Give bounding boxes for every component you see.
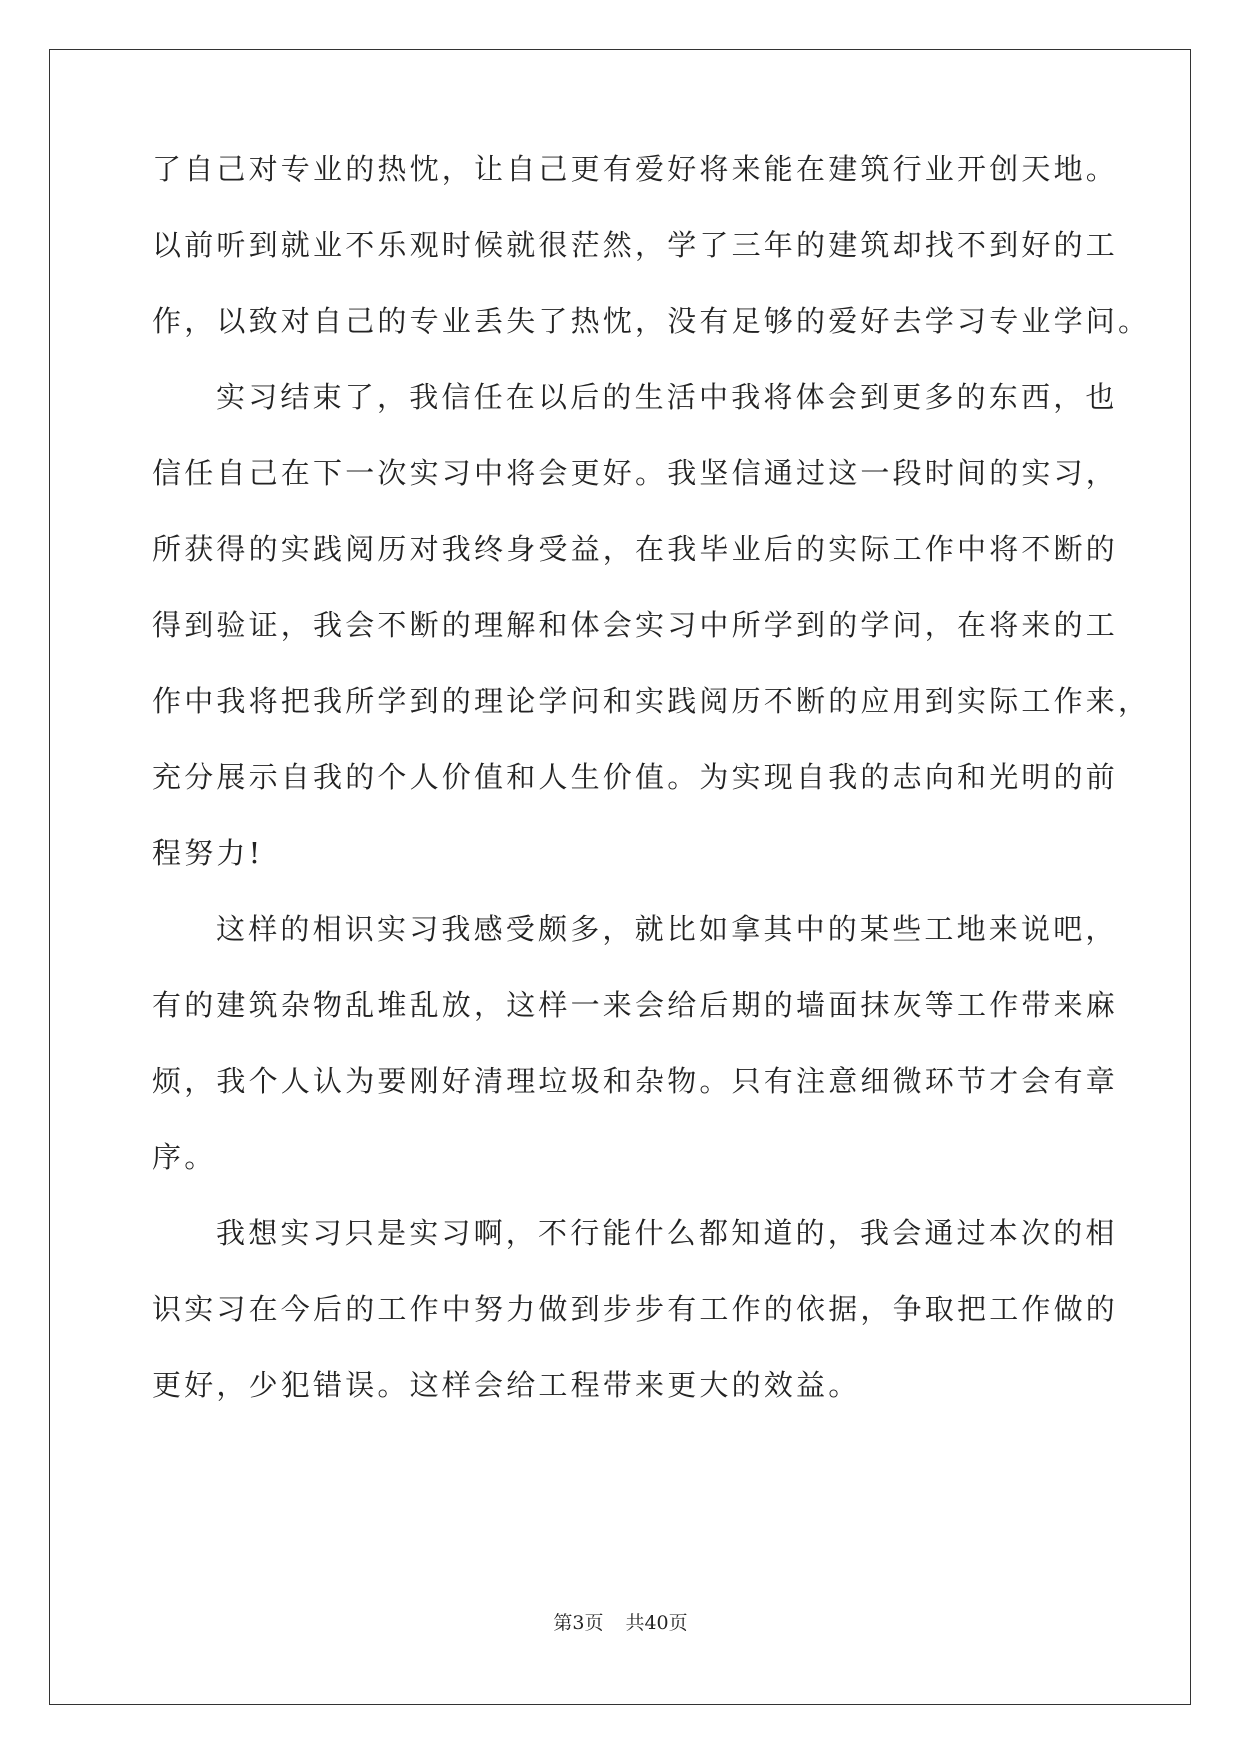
page-total: 共40页 xyxy=(625,1612,688,1634)
text-line: 信任自己在下一次实习中将会更好。我坚信通过这一段时间的实习， xyxy=(152,456,1119,490)
text-line: 这样的相识实习我感受颇多，就比如拿其中的某些工地来说吧， xyxy=(216,912,1118,946)
text-line: 了自己对专业的热忱，让自己更有爱好将来能在建筑行业开创天地。 xyxy=(152,152,1119,186)
page-number: 第3页 xyxy=(553,1612,604,1634)
text-line: 我想实习只是实习啊，不行能什么都知道的，我会通过本次的相 xyxy=(216,1216,1118,1250)
text-line: 作中我将把我所学到的理论学问和实践阅历不断的应用到实际工作来， xyxy=(152,684,1151,718)
text-line: 所获得的实践阅历对我终身受益，在我毕业后的实际工作中将不断的 xyxy=(152,532,1119,566)
text-line: 以前听到就业不乐观时候就很茫然，学了三年的建筑却找不到好的工 xyxy=(152,228,1119,262)
page-footer xyxy=(0,1608,1241,1635)
text-line: 识实习在今后的工作中努力做到步步有工作的依据，争取把工作做的 xyxy=(152,1292,1119,1326)
text-line: 充分展示自我的个人价值和人生价值。为实现自我的志向和光明的前 xyxy=(152,760,1119,794)
text-line: 有的建筑杂物乱堆乱放，这样一来会给后期的墙面抹灰等工作带来麻 xyxy=(152,988,1119,1022)
page-border xyxy=(49,49,1191,1705)
text-line: 更好，少犯错误。这样会给工程带来更大的效益。 xyxy=(152,1368,861,1402)
text-line: 序。 xyxy=(152,1140,217,1174)
text-line: 实习结束了，我信任在以后的生活中我将体会到更多的东西，也 xyxy=(216,380,1118,414)
text-line: 烦，我个人认为要刚好清理垃圾和杂物。只有注意细微环节才会有章 xyxy=(152,1064,1119,1098)
text-line: 得到验证，我会不断的理解和体会实习中所学到的学问，在将来的工 xyxy=(152,608,1119,642)
text-line: 程努力! xyxy=(152,836,264,870)
text-line: 作，以致对自己的专业丢失了热忱，没有足够的爱好去学习专业学问。 xyxy=(152,304,1151,338)
